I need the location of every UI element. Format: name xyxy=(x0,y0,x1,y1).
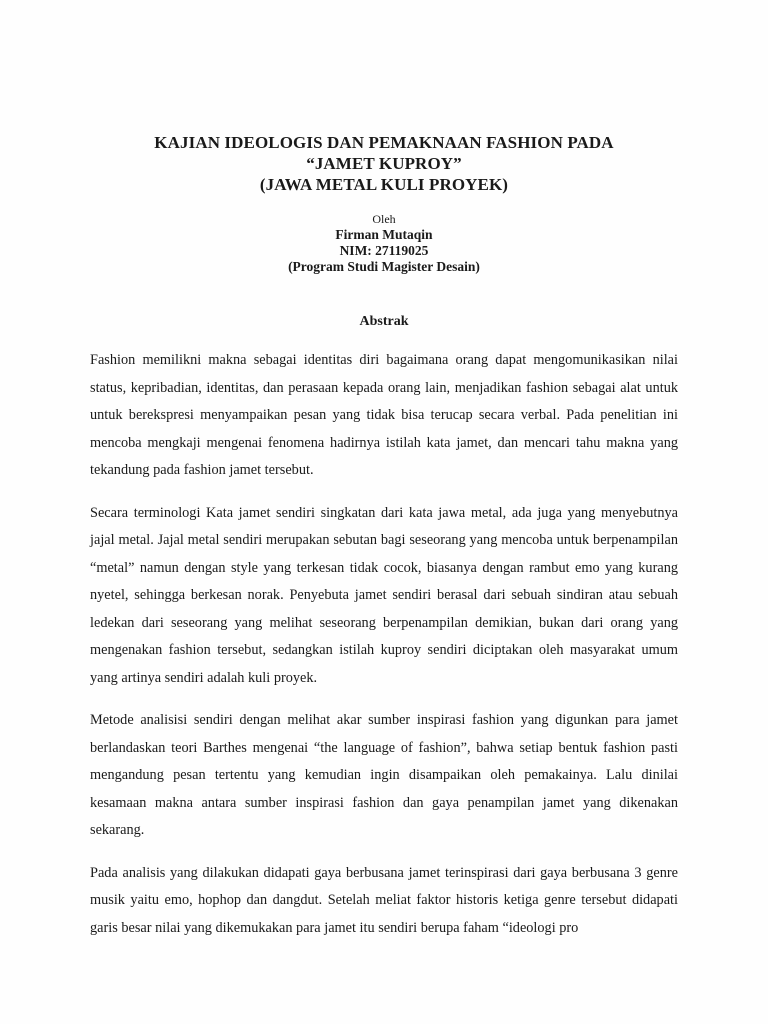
author-nim: NIM: 27119025 xyxy=(339,243,429,258)
title-line-2: “JAMET KUPROY” xyxy=(306,154,462,173)
abstract-paragraph-1: Fashion memilikni makna sebagai identitas diri bagaimana orang dapat mengomunikasikan nilai status, kepribadian, identitas, dan perasaan kepada orang lain, menjadikan fashion sebagai alat untuk untuk berekspresi menyampaikan pesan yang tidak bisa terucap secara verbal. Pada penelitian ini mencoba mengkaji mengenai fenomena hadirnya istilah kata jamet, dan mencari tahu makna yang tekandung pada fashion jamet tersebut. xyxy=(90,352,678,478)
abstract-body xyxy=(90,347,678,957)
author-name: Firman Mutaqin xyxy=(335,227,433,242)
title-line-1: KAJIAN IDEOLOGIS DAN PEMAKNAAN FASHION PADA xyxy=(154,133,614,152)
abstract-heading: Abstrak xyxy=(359,314,409,329)
abstract-paragraph-2: Secara terminologi Kata jamet sendiri singkatan dari kata jawa metal, ada juga yang menyebutnya jajal metal. Jajal metal sendiri merupakan sebutan bagi seseorang yang mencoba untuk berpenampilan “metal” namun dengan style yang terkesan tidak cocok, biasanya dengan rambut emo yang kurang nyetel, sehingga berkesan norak. Penyebuta jamet sendiri berasal dari sebuah sindiran atau sebuah ledekan dari seseorang yang melihat seseorang berpenampilan demikian, bukan dari orang yang mengenakan fashion tersebut, sedangkan istilah kuproy sendiri diciptakan oleh masyarakat umum yang artinya sendiri adalah kuli proyek. xyxy=(90,504,678,686)
abstract-paragraph-3: Metode analisisi sendiri dengan melihat akar sumber inspirasi fashion yang digunkan para jamet berlandaskan teori Barthes mengenai “the language of fashion”, bahwa setiap bentuk fashion pasti mengandung pesan tertentu yang kemudian ingin disampaikan oleh pemakainya. Lalu dinilai kesamaan makna antara sumber inspirasi fashion dan gaya penampilan jamet yang dikenakan sekarang. xyxy=(90,712,678,838)
author-program: (Program Studi Magister Desain) xyxy=(288,259,480,274)
title-line-3: (JAWA METAL KULI PROYEK) xyxy=(259,175,509,194)
abstract-paragraph-4: Pada analisis yang dilakukan didapati gaya berbusana jamet terinspirasi dari gaya berbusana 3 genre musik yaitu emo, hophop dan dangdut. Setelah meliat faktor historis ketiga genre tersebut didapati garis besar nilai yang dikemukakan para jamet itu sendiri berupa faham “ideologi pro xyxy=(90,864,678,936)
author-block xyxy=(0,211,768,275)
by-label: Oleh xyxy=(372,212,396,226)
paper-title xyxy=(0,132,768,195)
